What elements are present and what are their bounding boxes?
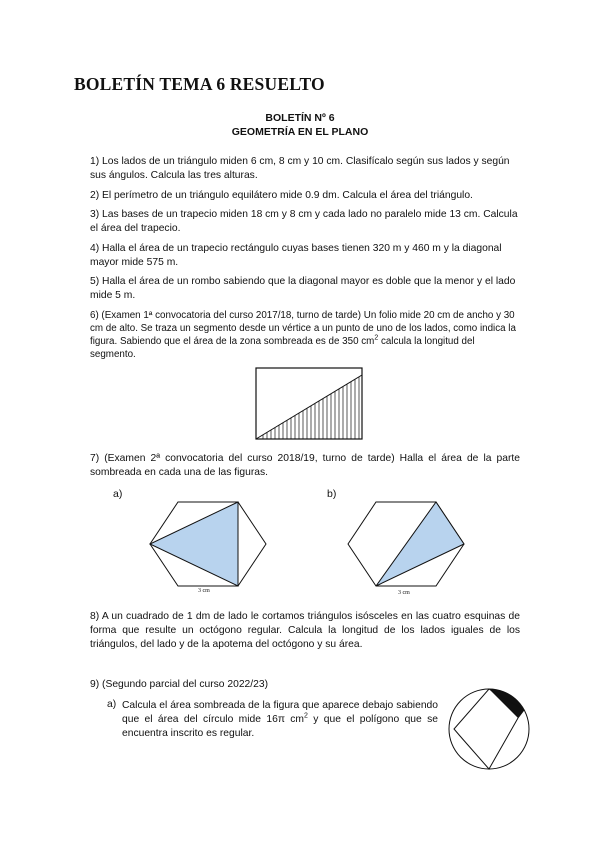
problem-9a [122,699,438,741]
figure-7a-hexagon [148,500,268,590]
figure-7b-dimension: 3 cm [398,590,410,596]
problem-3: 3) Las bases de un trapecio miden 18 cm y 8 cm y cada lado no paralelo mide 13 cm. Calcula el área del trapecio. [90,209,518,234]
problem-1: 1) Los lados de un triángulo miden 6 cm, 8 cm y 10 cm. Clasifícalo según sus lados y según sus ángulos. Calcula las tres alturas. [90,156,510,181]
page-title: BOLETÍN TEMA 6 RESUELTO [74,74,325,94]
problem-6 [90,309,520,361]
problem-7: 7) (Examen 2ª convocatoria del curso 2018/19, turno de tarde) Halla el área de la parte sombreada en cada una de las figuras. [90,453,520,478]
figure-7b-label: b) [327,488,337,500]
figure-7a-label: a) [113,488,123,500]
figure-6-folio [255,367,365,442]
problem-4: 4) Halla el área de un trapecio rectángulo cuyas bases tienen 320 m y 460 m y la diagonal mayor mide 575 m. [90,243,502,268]
bulletin-heading: BOLETÍN Nº 6 [265,112,335,124]
problem-6-sup: 2 [374,334,379,342]
figure-7a-dimension: 3 cm [198,588,210,594]
problem-9: 9) (Segundo parcial del curso 2022/23) [90,679,269,690]
problem-9a-sup: 2 [304,712,308,720]
problem-9a-label: a) [107,699,117,710]
problem-8: 8) A un cuadrado de 1 dm de lado le cortamos triángulos isósceles en las cuatro esquinas de forma que resulte un octógono regular. Calcula la longitud de los lados iguales de los triángulos, del lado y de la apotema del octógono y su área. [90,611,520,650]
problem-9a-text: Calcula el área sombreada de la figura que aparece debajo sabiendo que el área del círculo mide 16π cm [122,700,438,725]
problem-6-text: 6) (Examen 1ª convocatoria del curso 2017/18, turno de tarde) Un folio mide 20 cm de ancho y 30 cm de alto. Se traza un segmento desde un vértice a un punto de uno de los lados, como indica la figura. Sabiendo que el área de la zona sombreada es de 350 cm [90,310,516,347]
problem-2: 2) El perímetro de un triángulo equilátero mide 0.9 dm. Calcula el área del triángulo. [90,190,473,201]
problem-6-text-end: calcula la longitud del segmento. [90,336,475,360]
problem-5: 5) Halla el área de un rombo sabiendo que la diagonal mayor es doble que la menor y el lado mide 5 m. [90,276,516,301]
figure-9a-circle [448,688,530,770]
problem-9a-text-end: y que el polígono que se encuentra inscrito es regular. [122,714,438,739]
figure-7b-hexagon [346,500,466,590]
bulletin-subheading: GEOMETRÍA EN EL PLANO [231,126,369,138]
